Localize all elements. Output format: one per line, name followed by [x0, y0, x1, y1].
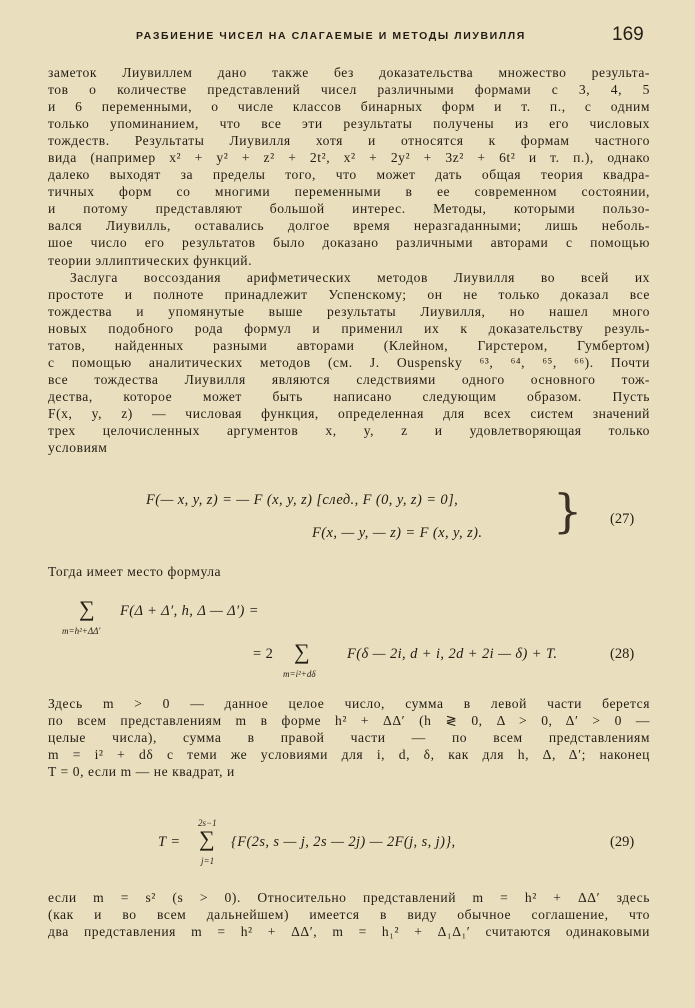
text-line: трех целочисленных аргументов x, y, z и удовлетворяющая только [48, 423, 650, 439]
paragraph-3 [48, 695, 650, 780]
sum-upper-limit: 2s−1 [198, 818, 217, 828]
text-line: новых подобного рода формул и применил их к доказательству резуль- [48, 321, 650, 337]
text-line: два представления m = h² + ΔΔ′, m = h₁² + Δ₁Δ₁′ считаются одинаковыми [48, 924, 650, 940]
text-line: и потому представляют большой интерес. Методы, которыми пользо- [48, 201, 650, 217]
text-line: целые числа), сумма в правой части — по всем представлениям [48, 730, 650, 746]
text-line: далеко выходят за пределы того, что может дать общая теория квадра- [48, 167, 650, 183]
sum-subscript: m=i²+dδ [283, 669, 316, 679]
text-line: дества, которое может быть написано следующим образом. Пусть [48, 389, 650, 405]
text-line: m = i² + dδ с теми же условиями для i, d, δ, как для h, Δ, Δ′; наконец [48, 747, 650, 763]
page-number: 169 [612, 24, 644, 45]
text-line: тождества и упомянутые выше результаты Лиувилля, но нашел много [48, 304, 650, 320]
text-line: заметок Лиувиллем дано также без доказательства множество результа- [48, 65, 650, 80]
equation-line: {F(2s, s — j, 2s — 2j) — 2F(j, s, j)}, [231, 834, 456, 850]
equation-number: (27) [610, 511, 635, 527]
sum-symbol: ∑ [79, 596, 95, 621]
running-title: РАЗБИЕНИЕ ЧИСЕЛ НА СЛАГАЕМЫЕ И МЕТОДЫ ЛИУВИЛЛЯ [136, 30, 526, 42]
text-line: (как и во всем дальнейшем) имеется в виду обычное соглашение, что [48, 907, 650, 923]
text-line: тичных форм со многими переменными в ее современном состоянии, [48, 184, 650, 200]
page-header [0, 22, 695, 50]
text-line: по всем представлениям m в форме h² + ΔΔ′ (h ≷ 0, Δ > 0, Δ′ > 0 — [48, 713, 650, 729]
text-line: тов о количестве представлений чисел различными формами с 3, 4, 5 [48, 82, 650, 98]
text-line: шое число его результатов было доказано различными авторами с помощью [48, 235, 650, 251]
sum-subscript: m=h²+ΔΔ′ [62, 626, 101, 636]
text-line: Заслуга воссоздания арифметических методов Лиувилля во всей их [70, 270, 650, 285]
text-line: тождеств. Результаты Лиувилля хотя и относятся к формам частного [48, 133, 650, 149]
sum-lower-limit: j=1 [201, 856, 215, 866]
text-line: вался Лиувилль, оставались долгое время неразгаданными; лишь неболь- [48, 218, 650, 234]
text-line: условиям [48, 440, 108, 456]
equation-line: F(Δ + Δ′, h, Δ — Δ′) = [120, 603, 259, 619]
equation-lhs: T = [158, 834, 181, 850]
equation-number: (29) [610, 834, 635, 850]
text-line: T = 0, если m — не квадрат, и [48, 764, 235, 780]
equation-line: F(x, — y, — z) = F (x, y, z). [312, 525, 483, 541]
right-brace: } [553, 484, 583, 538]
text-line: Здесь m > 0 — данное целое число, сумма в левой части берется [48, 696, 650, 711]
sum-symbol: ∑ [199, 826, 215, 851]
text-line: только упоминанием, что все эти результаты получены из его числовых [48, 116, 650, 132]
then-text-block [48, 563, 650, 580]
equation-line: F(— x, y, z) = — F (x, y, z) [след., F (0, y, z) = 0], [146, 492, 459, 508]
text-line: если m = s² (s > 0). Относительно представлений m = h² + ΔΔ′ здесь [48, 890, 650, 905]
text-line: Тогда имеет место формула [48, 564, 222, 579]
text-line: с помощью аналитических методов (см. J. Ouspensky ⁶³, ⁶⁴, ⁶⁵, ⁶⁶). Почти [48, 355, 650, 371]
text-line: все тождества Лиувилля являются следствиями одного основного тож- [48, 372, 650, 388]
text-line: вида (например x² + y² + z² + 2t², x² + 2y² + 3z² + 6t² и т. п.), однако [48, 150, 650, 166]
text-line: и 6 переменными, о числе классов бинарных форм и т. п., с одним [48, 99, 650, 115]
paragraph-1 [48, 64, 650, 269]
text-line: теории эллиптических функций. [48, 252, 253, 268]
sum-symbol: ∑ [294, 639, 310, 664]
equation-number: (28) [610, 646, 635, 662]
text-line: татов, найденных разными авторами (Клейном, Гирстером, Гумбертом) [48, 338, 650, 354]
paragraph-4 [48, 889, 650, 940]
equation-factor: = 2 [253, 646, 274, 662]
equation-line: F(δ — 2i, d + i, 2d + 2i — δ) + T. [347, 646, 558, 662]
paragraph-2 [48, 269, 650, 457]
text-line: F(x, y, z) — числовая функция, определенная для всех систем значений [48, 406, 650, 422]
text-line: простоте и полноте принадлежит Успенскому; он не только доказал все [48, 287, 650, 303]
